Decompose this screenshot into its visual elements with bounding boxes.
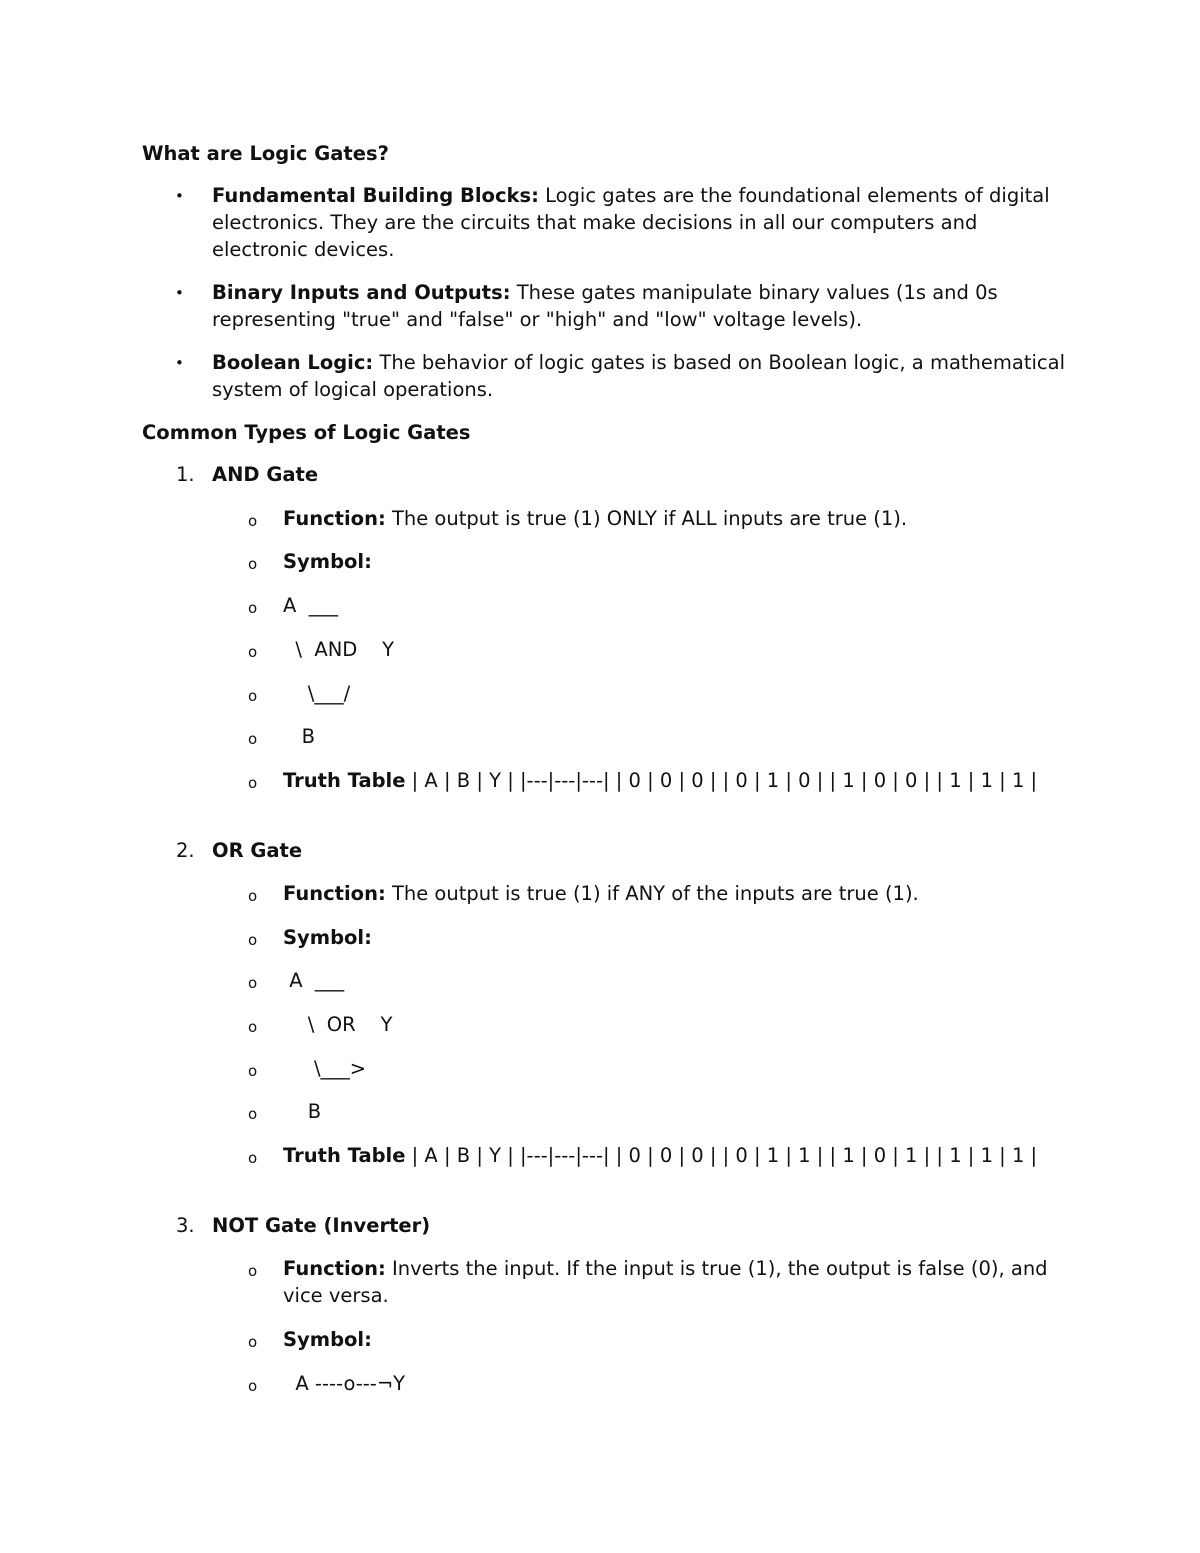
sub-bullet-icon: o [248, 1062, 258, 1080]
or-symbol-line: \ OR Y [283, 1013, 393, 1036]
bullet-label: Fundamental Building Blocks: [212, 184, 539, 207]
truth-table-label: Truth Table [283, 769, 406, 792]
truth-table-text: | A | B | Y | |---|---|---| | 0 | 0 | 0 | | 0 | 1 | 1 | | 1 | 0 | 1 | | 1 | 1 | 1 | [405, 1144, 1038, 1167]
sub-bullet-icon: o [248, 730, 258, 748]
section-heading-what-are-logic-gates: What are Logic Gates? [142, 142, 389, 165]
and-symbol-label [283, 548, 1063, 575]
and-truth-table [283, 767, 1063, 794]
symbol-label: Symbol: [283, 550, 372, 573]
function-label: Function: [283, 882, 386, 905]
sub-bullet-icon: o [248, 1262, 258, 1280]
or-symbol-line: B [283, 1100, 322, 1123]
symbol-label: Symbol: [283, 926, 372, 949]
section-heading-common-types: Common Types of Logic Gates [142, 421, 471, 444]
sub-bullet-icon: o [248, 1105, 258, 1123]
gate-title-or: OR Gate [212, 839, 303, 862]
not-function [283, 1255, 1063, 1309]
bullet-label: Boolean Logic: [212, 351, 374, 374]
function-text: Inverts the input. If the input is true (1), the output is false (0), and vice versa. [283, 1257, 1054, 1307]
sub-bullet-icon: o [248, 643, 258, 661]
not-symbol-label [283, 1326, 1063, 1353]
function-label: Function: [283, 1257, 386, 1280]
and-symbol-line: \ AND Y [283, 638, 395, 661]
bullet-item-building-blocks [212, 182, 1072, 263]
sub-bullet-icon: o [248, 1377, 258, 1395]
or-symbol-line: \___> [283, 1057, 367, 1080]
list-number: 2. [176, 839, 195, 862]
sub-bullet-icon: o [248, 1149, 258, 1167]
sub-bullet-icon: o [248, 887, 258, 905]
or-truth-table [283, 1142, 1063, 1169]
truth-table-label: Truth Table [283, 1144, 406, 1167]
and-symbol-line: B [283, 725, 315, 748]
sub-bullet-icon: o [248, 687, 258, 705]
bullet-icon: • [175, 354, 184, 372]
sub-bullet-icon: o [248, 555, 258, 573]
function-text: The output is true (1) ONLY if ALL inputs are true (1). [385, 507, 908, 530]
list-number: 1. [176, 463, 195, 486]
sub-bullet-icon: o [248, 512, 258, 530]
bullet-item-binary-io [212, 279, 1072, 333]
symbol-label: Symbol: [283, 1328, 372, 1351]
bullet-icon: • [175, 187, 184, 205]
sub-bullet-icon: o [248, 1333, 258, 1351]
bullet-text: The behavior of logic gates is based on Boolean logic, a mathematical system of logical operations. [212, 351, 1065, 401]
or-symbol-line: A ___ [283, 969, 345, 992]
and-symbol-line: \___/ [283, 682, 351, 705]
sub-bullet-icon: o [248, 1018, 258, 1036]
bullet-item-boolean-logic [212, 349, 1072, 403]
gate-title-not: NOT Gate (Inverter) [212, 1214, 431, 1237]
function-text: The output is true (1) if ANY of the inputs are true (1). [385, 882, 919, 905]
bullet-label: Binary Inputs and Outputs: [212, 281, 511, 304]
gate-title-and: AND Gate [212, 463, 319, 486]
truth-table-text: | A | B | Y | |---|---|---| | 0 | 0 | 0 | | 0 | 1 | 0 | | 1 | 0 | 0 | | 1 | 1 | 1 | [405, 769, 1038, 792]
bullet-text: These gates manipulate binary values (1s and 0s representing "true" and "false" or "high" and "low" voltage levels). [212, 281, 998, 331]
or-symbol-label [283, 924, 1063, 951]
and-symbol-line: A ___ [283, 594, 338, 617]
sub-bullet-icon: o [248, 931, 258, 949]
bullet-text: Logic gates are the foundational elements of digital electronics. They are the circuits that make decisions in all our computers and electronic devices. [212, 184, 1050, 261]
not-symbol-line: A ----o---¬Y [283, 1372, 406, 1395]
list-number: 3. [176, 1214, 195, 1237]
and-function [283, 505, 1063, 532]
or-function [283, 880, 1063, 907]
bullet-icon: • [175, 284, 184, 302]
sub-bullet-icon: o [248, 974, 258, 992]
function-label: Function: [283, 507, 386, 530]
sub-bullet-icon: o [248, 774, 258, 792]
sub-bullet-icon: o [248, 599, 258, 617]
